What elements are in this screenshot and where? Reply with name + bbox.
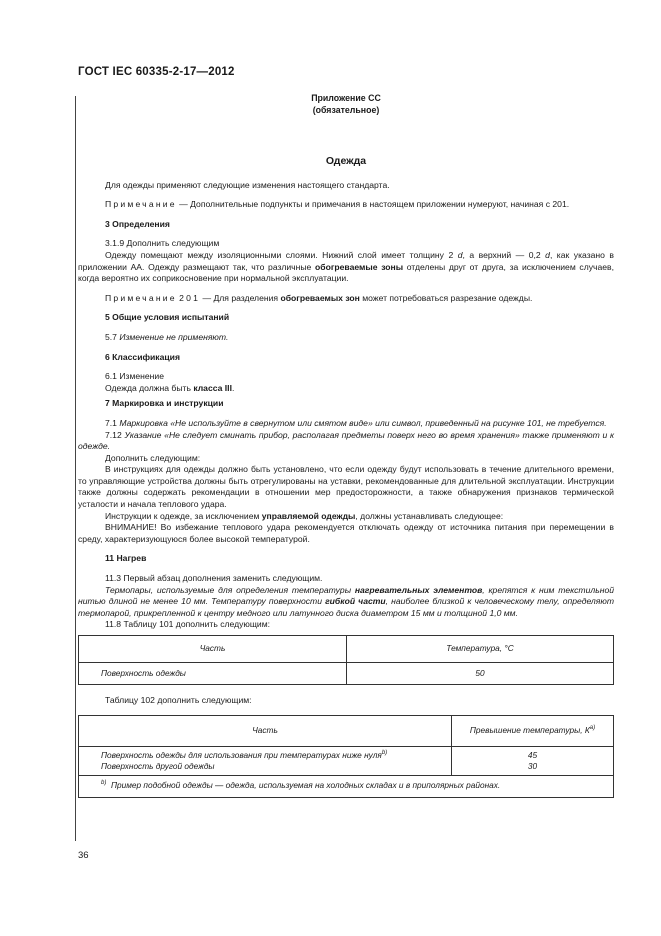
warning-paragraph: ВНИМАНИЕ! Во избежание теплового удара рекомендуется отключать одежду от источника питания при перемещении в среду, характеризующуюся более высокой температурой. [78,522,614,544]
clause-5-7: 5.7 Изменение не применяют. [105,331,229,342]
section-heading: 3 Определения [105,218,170,229]
table-footnote-row [79,775,614,797]
clause-6-1-text: Одежда должна быть класса III. [105,382,235,393]
note-paragraph [78,199,614,211]
table-cell: 50 [347,663,614,685]
note-prefix: Примечание [105,199,177,210]
left-margin-rule [75,96,76,841]
column-header: Часть [79,636,347,663]
table-header-row [79,715,614,746]
clause-11-3: 11.3 Первый абзац дополнения заменить следующим. [105,573,323,584]
instructions-paragraph: В инструкциях для одежды должно быть установлено, что если одежду будут использовать в течение длительного времени, то управляющие устройства должны быть отрегулированы на уставки, рекомендованные для длительной эксплуатации. Инструкции также должны содержать рекомендации в отношении мер предосторожности, а также обнаружения признаков термической усталости и начала теплового удара. [78,464,614,510]
column-header: Превышение температуры, $К^{a)}$ [452,715,614,746]
section-heading: 11 Нагрев [105,553,147,564]
clause-7-1: 7.1 Маркировка «Не используйте в свернутом или смятом виде» или символ, приведенный на рисунке 101, не требуется. [105,417,607,428]
table-101 [78,635,614,685]
section-heading: 5 Общие условия испытаний [105,312,230,323]
table-header-row [79,636,614,663]
section-heading: 6 Классификация [105,351,180,362]
column-header: Температура, °С [347,636,614,663]
note-text: — Дополнительные подпункты и примечания в настоящем приложении нумеруют, начиная с 201. [176,199,570,210]
document-header: ГОСТ IEC 60335-2-17—2012 [78,66,235,78]
clause-11-3-text: Термопары, используемые для определения температуры нагревательных элементов, крепятся к ним текстильной нитью длиной не менее 10 мм. Температуру поверхности гибкой части, наиболее близкой к человеческому телу, определяют термопарой, прикрепленной к центру медного или латунного диска диаметром 15 мм и толщиной 1,0 мм. [78,584,614,618]
clause-7-12-add: Дополнить следующим: [105,452,201,463]
note-201: Примечание 201 — Для разделения обогреваемых зон может потребоваться разрезание одежды. [105,292,533,303]
table-row [79,746,614,775]
table-cell: Поверхность одежды для использования при температурах ниже нуля$^{b)}$ Поверхность другой одежды [79,746,452,775]
appendix-label: Приложение СС [311,93,381,103]
column-header: Часть [79,715,452,746]
table-102 [78,715,614,798]
appendix-title: Одежда [325,155,367,167]
table-102-intro: Таблицу 102 дополнить следующим: [105,695,252,705]
table-footnote: $^{b)}$ Пример подобной одежды — одежда, используемая на холодных складах и в приполярных районах. [79,775,614,797]
table-cell: 45 30 [452,746,614,775]
appendix-status: (обязательное) [312,105,380,115]
clause-3-1-9: 3.1.9 Дополнить следующим [105,238,220,249]
controlled-garment-paragraph: Инструкции к одежде, за исключением управляемой одежды, должны устанавливать следующее: [105,510,504,521]
clause-11-8: 11.8 Таблицу 101 дополнить следующим: [105,619,271,630]
clause-7-12: 7.12 Указание «Не следует сминать прибор, располагая предметы поверх него во время хранения» также применяют и к одежде. [78,429,614,452]
page-content [78,92,614,798]
table-row [79,663,614,685]
intro-paragraph: Для одежды применяют следующие изменения настоящего стандарта. [105,179,390,190]
section-heading: 7 Маркировка и инструкции [105,398,224,409]
clause-3-1-9-text: Одежду помещают между изоляционными слоями. Нижний слой имеет толщину 2 d, а верхний — 0,2 d, как указано в приложении АА. Одежду размещают так, что различные обогреваемые зоны отделены друг от друга, за исключением случаев, когда вероятно их соприкосновение при нормальной эксплуатации. [78,249,614,284]
table-cell: Поверхность одежды [79,663,347,685]
clause-6-1: 6.1 Изменение [105,371,164,382]
page-number: 36 [78,850,89,861]
